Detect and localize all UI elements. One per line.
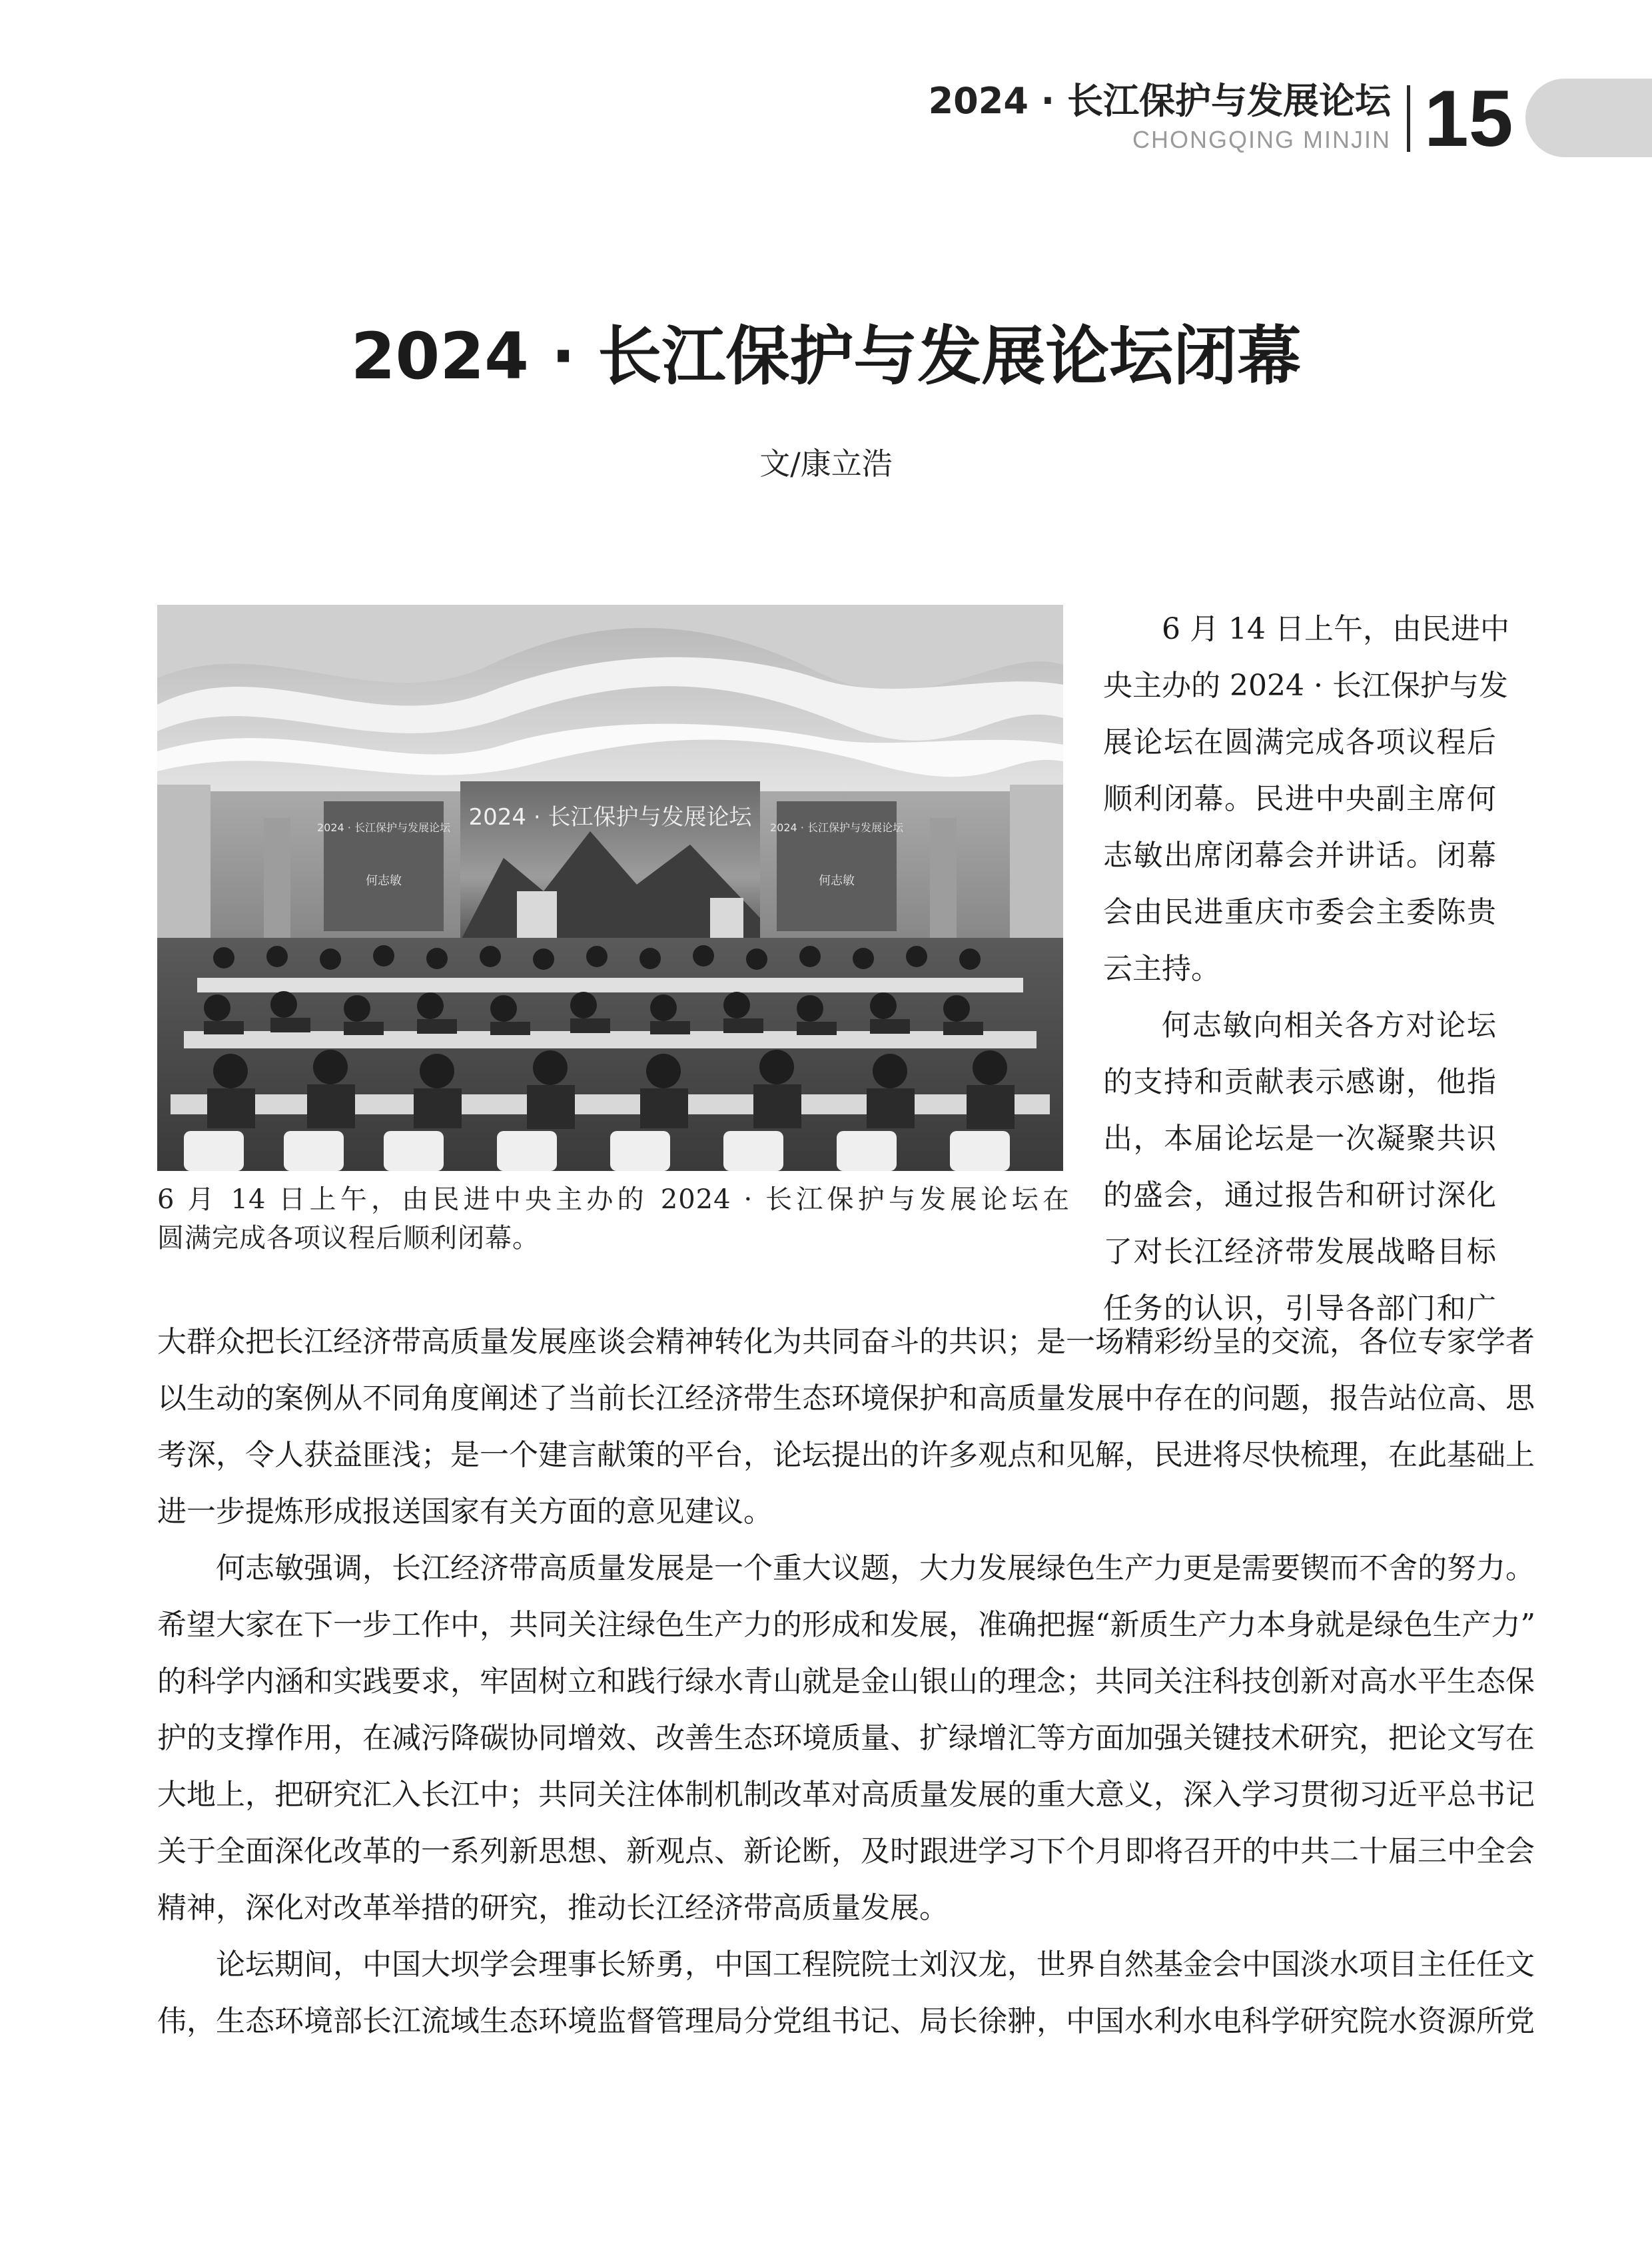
paragraph-line: 的支持和贡献表示感谢，他指 bbox=[1103, 1065, 1496, 1099]
paragraph-line: 何志敏向相关各方对论坛 bbox=[1162, 1008, 1496, 1042]
screen-left-name: 何志敏 bbox=[366, 874, 402, 888]
paragraph-line: 展论坛在圆满完成各项议程后 bbox=[1103, 725, 1496, 759]
page-number: 15 bbox=[1424, 74, 1513, 163]
caption-line: 6 月 14 日上午，由民进中央主办的 2024 · 长江保护与发展论坛在 bbox=[157, 1184, 1070, 1215]
paragraph-line: 考深，令人获益匪浅；是一个建言献策的平台，论坛提出的许多观点和见解，民进将尽快梳理，在此基础上 bbox=[157, 1438, 1535, 1472]
paragraph-line: 6 月 14 日上午，由民进中 bbox=[1162, 612, 1509, 646]
paragraph-line: 护的支撑作用，在减污降碳协同增效、改善生态环境质量、扩绿增汇等方面加强关键技术研究，把论文写在 bbox=[157, 1721, 1535, 1755]
header-divider bbox=[1407, 85, 1410, 152]
paragraph-line: 出，本届论坛是一次凝聚共识 bbox=[1103, 1122, 1496, 1156]
screen-center-title: 2024 · 长江保护与发展论坛 bbox=[468, 804, 752, 831]
article-byline: 文/康立浩 bbox=[759, 446, 893, 482]
paragraph-line: 了对长江经济带发展战略目标 bbox=[1103, 1235, 1496, 1269]
screen-left-title: 2024 · 长江保护与发展论坛 bbox=[317, 821, 450, 834]
paragraph-line: 希望大家在下一步工作中，共同关注绿色生产力的形成和发展，准确把握“新质生产力本身就是绿色生产力” bbox=[157, 1608, 1535, 1642]
paragraph-line: 大地上，把研究汇入长江中；共同关注体制机制改革对高质量发展的重大意义，深入学习贯彻习近平总书记 bbox=[157, 1778, 1535, 1812]
caption-line: 圆满完成各项议程后顺利闭幕。 bbox=[157, 1223, 540, 1254]
paragraph-line: 以生动的案例从不同角度阐述了当前长江经济带生态环境保护和高质量发展中存在的问题，报告站位高、思 bbox=[157, 1381, 1535, 1415]
screen-right-title: 2024 · 长江保护与发展论坛 bbox=[770, 821, 903, 834]
paragraph-line: 任务的认识，引导各部门和广 bbox=[1103, 1292, 1496, 1325]
article-column bbox=[1103, 601, 1509, 1337]
photo-caption bbox=[157, 1180, 1070, 1258]
paragraph-line: 进一步提炼形成报送国家有关方面的意见建议。 bbox=[157, 1495, 773, 1529]
paragraph-line: 精神，深化对改革举措的研究，推动长江经济带高质量发展。 bbox=[157, 1891, 949, 1925]
paragraph-line: 的科学内涵和实践要求，牢固树立和践行绿水青山就是金山银山的理念；共同关注科技创新对高水平生态保 bbox=[157, 1665, 1535, 1698]
paragraph-line: 论坛期间，中国大坝学会理事长矫勇，中国工程院院士刘汉龙，世界自然基金会中国淡水项目主任任文 bbox=[216, 1948, 1535, 1982]
page-tab-decoration bbox=[1525, 79, 1652, 157]
paragraph-line: 何志敏强调，长江经济带高质量发展是一个重大议题，大力发展绿色生产力更是需要锲而不舍的努力。 bbox=[216, 1551, 1535, 1585]
paragraph-line: 大群众把长江经济带高质量发展座谈会精神转化为共同奋斗的共识；是一场精彩纷呈的交流，各位专家学者 bbox=[157, 1325, 1535, 1359]
magazine-name: CHONGQING MINJIN bbox=[1132, 126, 1391, 153]
section-title: 2024 · 长江保护与发展论坛 bbox=[928, 80, 1391, 122]
screen-right-name: 何志敏 bbox=[819, 874, 855, 888]
paragraph-line: 关于全面深化改革的一系列新思想、新观点、新论断，及时跟进学习下个月即将召开的中共二十届三中全会 bbox=[157, 1834, 1535, 1868]
conference-photo bbox=[157, 605, 1063, 1171]
paragraph-line: 志敏出席闭幕会并讲话。闭幕 bbox=[1103, 839, 1496, 873]
paragraph-line: 会由民进重庆市委会主委陈贵 bbox=[1103, 895, 1496, 929]
paragraph-line: 伟，生态环境部长江流域生态环境监督管理局分党组书记、局长徐翀，中国水利水电科学研究院水资源所党 bbox=[157, 2004, 1535, 2038]
paragraph-line: 云主持。 bbox=[1103, 952, 1220, 986]
paragraph-line: 的盛会，通过报告和研讨深化 bbox=[1103, 1178, 1496, 1212]
article-title: 2024 · 长江保护与发展论坛闭幕 bbox=[350, 319, 1302, 394]
paragraph-line: 央主办的 2024 · 长江保护与发 bbox=[1103, 669, 1508, 703]
article-body bbox=[157, 1313, 1535, 2050]
paragraph-line: 顺利闭幕。民进中央副主席何 bbox=[1103, 782, 1496, 816]
